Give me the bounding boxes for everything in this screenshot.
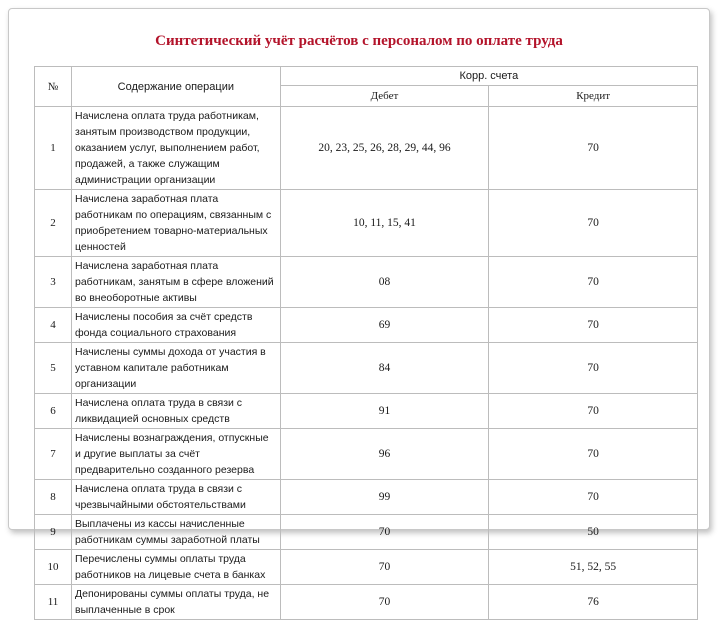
row-debit: 84: [280, 343, 489, 394]
row-operation: Начислены суммы дохода от участия в уставном капитале работникам организации: [72, 343, 281, 394]
row-credit: 76: [489, 585, 698, 620]
row-operation: Начислена заработная плата работникам по операциям, связанным с приобретением товарно-материальных ценностей: [72, 190, 281, 257]
row-operation: Депонированы суммы оплаты труда, не выплаченные в срок: [72, 585, 281, 620]
row-credit: 70: [489, 107, 698, 190]
header-corr-accounts: Корр. счета: [280, 67, 697, 86]
row-credit: 70: [489, 190, 698, 257]
row-debit: 99: [280, 480, 489, 515]
row-debit: 91: [280, 394, 489, 429]
row-num: 9: [35, 515, 72, 550]
row-credit: 50: [489, 515, 698, 550]
row-operation: Начислена оплата труда в связи с ликвидацией основных средств: [72, 394, 281, 429]
table-row: [35, 480, 698, 515]
header-credit: Кредит: [489, 86, 698, 107]
row-credit: 51, 52, 55: [489, 550, 698, 585]
row-debit: 10, 11, 15, 41: [280, 190, 489, 257]
table-row: [35, 550, 698, 585]
row-credit: 70: [489, 429, 698, 480]
row-num: 3: [35, 257, 72, 308]
row-operation: Начислены вознаграждения, отпускные и другие выплаты за счёт предварительно созданного резерва: [72, 429, 281, 480]
row-credit: 70: [489, 394, 698, 429]
table-row: [35, 190, 698, 257]
table-row: [35, 257, 698, 308]
header-num: №: [35, 67, 72, 107]
row-operation: Начислена заработная плата работникам, занятым в сфере вложений во внеоборотные активы: [72, 257, 281, 308]
row-num: 4: [35, 308, 72, 343]
table-row: [35, 107, 698, 190]
row-credit: 70: [489, 257, 698, 308]
table-row: [35, 343, 698, 394]
ledger-table: [34, 66, 698, 620]
row-operation: Начислены пособия за счёт средств фонда социального страхования: [72, 308, 281, 343]
row-debit: 96: [280, 429, 489, 480]
row-operation: Начислена оплата труда работникам, занятым производством продукции, оказанием услуг, выполнением работ, продажей, а также служащим администрации организации: [72, 107, 281, 190]
row-credit: 70: [489, 480, 698, 515]
row-debit: 08: [280, 257, 489, 308]
table-header-row: [35, 67, 698, 86]
table-row: [35, 515, 698, 550]
row-debit: 70: [280, 550, 489, 585]
row-debit: 70: [280, 585, 489, 620]
page-title: Синтетический учёт расчётов с персоналом по оплате труда: [155, 33, 563, 49]
slide: [8, 8, 710, 616]
row-num: 11: [35, 585, 72, 620]
row-credit: 70: [489, 343, 698, 394]
row-num: 8: [35, 480, 72, 515]
row-operation: Выплачены из кассы начисленные работникам суммы заработной платы: [72, 515, 281, 550]
row-debit: 20, 23, 25, 26, 28, 29, 44, 96: [280, 107, 489, 190]
row-num: 1: [35, 107, 72, 190]
row-operation: Начислена оплата труда в связи с чрезвычайными обстоятельствами: [72, 480, 281, 515]
row-num: 6: [35, 394, 72, 429]
row-debit: 70: [280, 515, 489, 550]
row-num: 5: [35, 343, 72, 394]
row-num: 7: [35, 429, 72, 480]
table-row: [35, 394, 698, 429]
row-debit: 69: [280, 308, 489, 343]
header-operation: Содержание операции: [72, 67, 281, 107]
row-num: 2: [35, 190, 72, 257]
header-debit: Дебет: [280, 86, 489, 107]
row-credit: 70: [489, 308, 698, 343]
table-row: [35, 429, 698, 480]
table-row: [35, 585, 698, 620]
table-row: [35, 308, 698, 343]
row-num: 10: [35, 550, 72, 585]
row-operation: Перечислены суммы оплаты труда работников на лицевые счета в банках: [72, 550, 281, 585]
